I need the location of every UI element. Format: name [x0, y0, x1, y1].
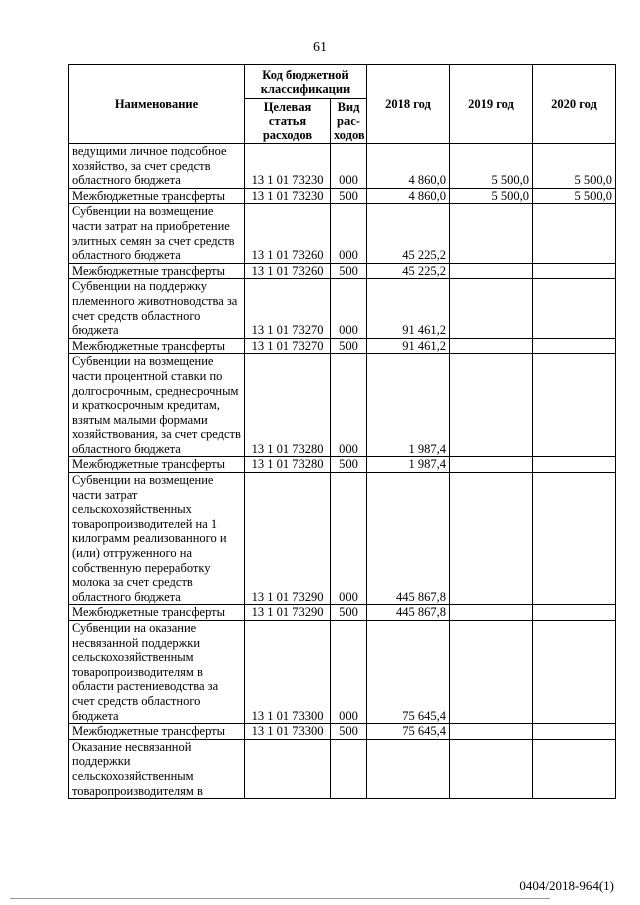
row-code: 13 1 01 73260: [245, 204, 331, 263]
row-name: Субвенции на оказание несвязанной поддержки сельскохозяйственным товаропроизводителям в области растениеводства за счет средств областного бюджета: [69, 621, 245, 724]
row-value-2019: [450, 204, 533, 263]
row-value-2018: 445 867,8: [367, 605, 450, 621]
table-body: [69, 144, 616, 799]
row-value-2018: [367, 739, 450, 798]
row-value-2020: [533, 279, 616, 338]
row-value-2018: 91 461,2: [367, 279, 450, 338]
row-value-2020: 5 500,0: [533, 188, 616, 204]
table-row: [69, 605, 616, 621]
table-row: [69, 724, 616, 740]
bottom-divider: [10, 898, 550, 899]
row-code: 13 1 01 73260: [245, 263, 331, 279]
budget-table: [68, 64, 616, 799]
table-row: [69, 204, 616, 263]
row-value-2020: [533, 621, 616, 724]
row-value-2020: [533, 605, 616, 621]
row-value-2018: 91 461,2: [367, 338, 450, 354]
row-value-2018: 4 860,0: [367, 188, 450, 204]
row-name: Межбюджетные трансферты: [69, 338, 245, 354]
row-value-2019: [450, 338, 533, 354]
row-value-2019: [450, 457, 533, 473]
header-expense-type: Вид рас-ходов: [331, 99, 367, 144]
row-code: 13 1 01 73300: [245, 724, 331, 740]
header-2020: 2020 год: [533, 65, 616, 144]
table-row: [69, 621, 616, 724]
header-target-item: Целевая статья расходов: [245, 99, 331, 144]
row-code: 13 1 01 73230: [245, 144, 331, 189]
row-value-2019: [450, 605, 533, 621]
row-value-2020: [533, 338, 616, 354]
row-code: 13 1 01 73280: [245, 354, 331, 457]
row-value-2018: 445 867,8: [367, 473, 450, 605]
row-value-2020: [533, 739, 616, 798]
row-type: 000: [331, 473, 367, 605]
row-code: 13 1 01 73290: [245, 605, 331, 621]
row-value-2018: 75 645,4: [367, 621, 450, 724]
page-number: 61: [313, 40, 327, 55]
row-type: 000: [331, 144, 367, 189]
row-type: 500: [331, 338, 367, 354]
row-type: 500: [331, 605, 367, 621]
row-code: 13 1 01 73270: [245, 338, 331, 354]
row-value-2018: 45 225,2: [367, 263, 450, 279]
row-value-2020: 5 500,0: [533, 144, 616, 189]
row-value-2019: [450, 473, 533, 605]
row-value-2018: 1 987,4: [367, 457, 450, 473]
row-name: Субвенции на поддержку племенного животноводства за счет средств областного бюджета: [69, 279, 245, 338]
row-name: Межбюджетные трансферты: [69, 605, 245, 621]
row-name: Субвенции на возмещение части затрат на приобретение элитных семян за счет средств областного бюджета: [69, 204, 245, 263]
row-type: 500: [331, 188, 367, 204]
row-value-2020: [533, 457, 616, 473]
row-type: 500: [331, 263, 367, 279]
row-name: ведущими личное подсобное хозяйство, за счет средств областного бюджета: [69, 144, 245, 189]
row-value-2020: [533, 724, 616, 740]
row-value-2019: [450, 263, 533, 279]
row-name: Межбюджетные трансферты: [69, 457, 245, 473]
row-value-2018: 1 987,4: [367, 354, 450, 457]
header-2019: 2019 год: [450, 65, 533, 144]
row-type: 000: [331, 279, 367, 338]
row-name: Субвенции на возмещение части процентной ставки по долгосрочным, среднесрочным и краткосрочным кредитам, взятым малыми формами хозяйствования, за счет средств областного бюджета: [69, 354, 245, 457]
row-value-2020: [533, 204, 616, 263]
header-name: Наименование: [69, 65, 245, 144]
table-row: [69, 279, 616, 338]
row-value-2018: 45 225,2: [367, 204, 450, 263]
table-row: [69, 263, 616, 279]
row-type: 500: [331, 457, 367, 473]
header-code-group: Код бюджетной классификации: [245, 65, 367, 99]
table-row: [69, 338, 616, 354]
row-value-2020: [533, 263, 616, 279]
row-name: Оказание несвязанной поддержки сельскохозяйственным товаропроизводителям в: [69, 739, 245, 798]
row-name: Субвенции на возмещение части затрат сельскохозяйственных товаропроизводителей на 1 килограмм реализованного и (или) отгруженного на собственную переработку молока за счет средств областного бюджета: [69, 473, 245, 605]
row-code: 13 1 01 73280: [245, 457, 331, 473]
row-type: 500: [331, 724, 367, 740]
row-code: 13 1 01 73290: [245, 473, 331, 605]
row-code: [245, 739, 331, 798]
row-value-2019: [450, 354, 533, 457]
row-name: Межбюджетные трансферты: [69, 263, 245, 279]
header-2018: 2018 год: [367, 65, 450, 144]
row-value-2018: 4 860,0: [367, 144, 450, 189]
row-value-2020: [533, 354, 616, 457]
row-value-2019: [450, 621, 533, 724]
row-type: 000: [331, 621, 367, 724]
table-row: [69, 473, 616, 605]
row-code: 13 1 01 73270: [245, 279, 331, 338]
table-row: [69, 144, 616, 189]
row-name: Межбюджетные трансферты: [69, 724, 245, 740]
row-code: 13 1 01 73230: [245, 188, 331, 204]
row-value-2018: 75 645,4: [367, 724, 450, 740]
table-row: [69, 457, 616, 473]
footer-code: 0404/2018-964(1): [519, 878, 614, 893]
row-value-2019: [450, 279, 533, 338]
row-code: 13 1 01 73300: [245, 621, 331, 724]
table-row: [69, 188, 616, 204]
row-value-2019: [450, 739, 533, 798]
row-value-2019: 5 500,0: [450, 144, 533, 189]
table-row: [69, 354, 616, 457]
row-value-2019: 5 500,0: [450, 188, 533, 204]
table-row: [69, 739, 616, 798]
row-type: 000: [331, 204, 367, 263]
row-type: 000: [331, 354, 367, 457]
row-value-2019: [450, 724, 533, 740]
row-value-2020: [533, 473, 616, 605]
row-name: Межбюджетные трансферты: [69, 188, 245, 204]
row-type: [331, 739, 367, 798]
